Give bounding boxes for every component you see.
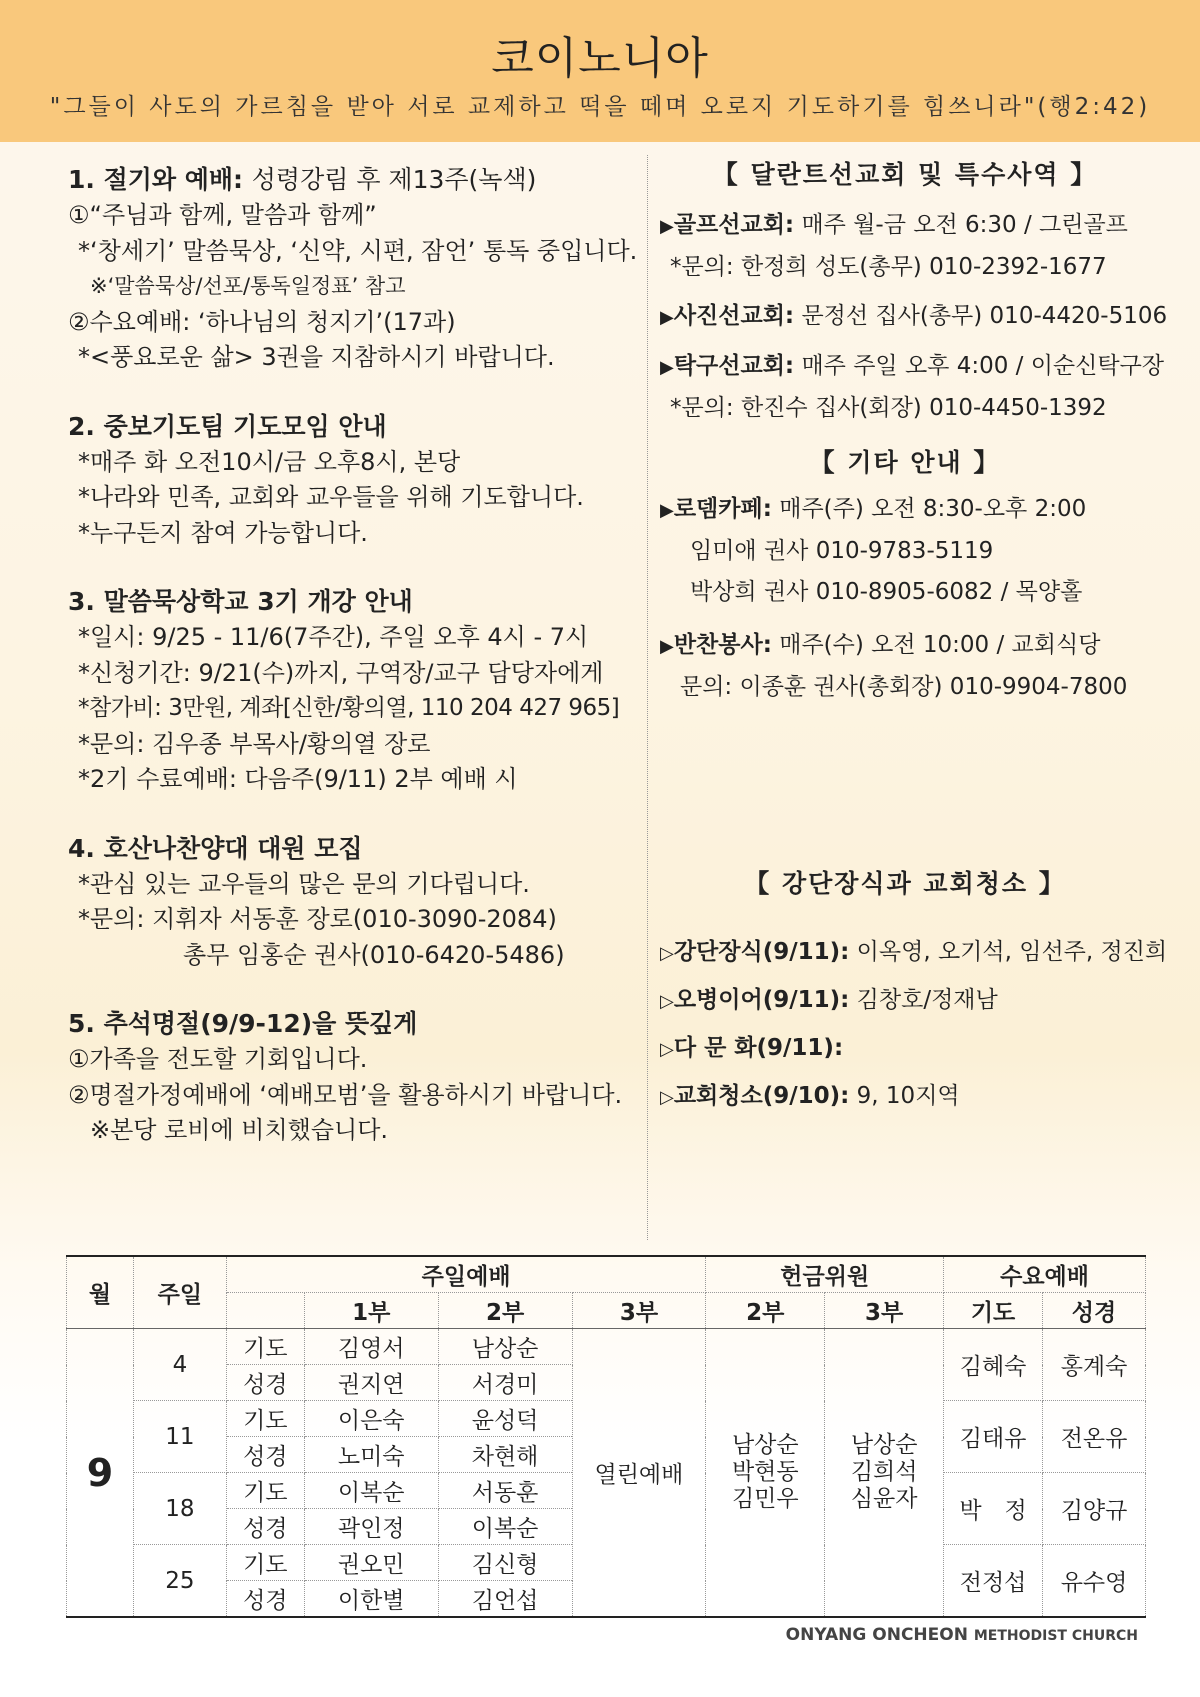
altar-decoration xyxy=(660,932,1168,974)
name-cell: 김영서 xyxy=(304,1329,438,1365)
role-cell: 성경 xyxy=(226,1581,304,1618)
name-cell: 김언섭 xyxy=(438,1581,572,1618)
name-cell: 이은숙 xyxy=(304,1401,438,1437)
church-name: ONYANG ONCHEON xyxy=(785,1625,968,1645)
section-chuseok xyxy=(68,1006,648,1149)
five-loaves-duty xyxy=(660,980,1150,1022)
cafe-contact: 임미애 권사 010-9783-5119 xyxy=(690,538,994,564)
triangle-right-icon: ▷ xyxy=(660,943,674,964)
name-cell: 권지연 xyxy=(304,1365,438,1401)
wed-bible-cell: 김양규 xyxy=(1043,1473,1146,1545)
arrow-right-icon: ▶ xyxy=(660,357,674,378)
header-wednesday: 수요예배 xyxy=(944,1256,1146,1293)
announcement-line: *나라와 민족, 교회와 교우들을 위해 기도합니다. xyxy=(78,483,584,511)
role-cell: 성경 xyxy=(226,1509,304,1545)
name-cell: 윤성덕 xyxy=(438,1401,572,1437)
date-cell: 18 xyxy=(133,1473,226,1545)
triangle-right-icon: ▷ xyxy=(660,1039,674,1060)
role-cell: 기도 xyxy=(226,1329,304,1365)
page-title: 코이노니아 xyxy=(491,33,709,84)
header-part1: 1부 xyxy=(304,1293,438,1329)
arrow-right-icon: ▶ xyxy=(660,307,674,328)
header-banner xyxy=(0,0,1200,142)
duty-text: 김창호/정재남 xyxy=(856,987,998,1013)
header-sunday-service: 주일예배 xyxy=(226,1256,706,1293)
triangle-right-icon: ▷ xyxy=(660,991,674,1012)
header-offering-part2: 2부 xyxy=(706,1293,825,1329)
section-prayer-team xyxy=(68,409,648,552)
announcement-line: ①가족을 전도할 기회입니다. xyxy=(68,1045,368,1073)
golf-mission xyxy=(660,205,1150,247)
side-dish-contact: 문의: 이종훈 권사(총회장) 010-9904-7800 xyxy=(680,674,1128,700)
announcement-line: *일시: 9/25 - 11/6(7주간), 주일 오후 4시 - 7시 xyxy=(78,623,589,651)
missions-heading: 【 달란트선교회 및 특수사역 】 xyxy=(712,160,1098,189)
duty-label: 강단장식(9/11): xyxy=(673,939,850,965)
etc-heading: 【 기타 안내 】 xyxy=(809,448,1001,477)
side-dish-info xyxy=(660,625,1150,667)
mission-text: 매주 주일 오후 4:00 / 이순신탁구장 xyxy=(801,353,1165,379)
arrow-right-icon: ▶ xyxy=(660,636,674,657)
role-cell: 성경 xyxy=(226,1365,304,1401)
table-row xyxy=(67,1329,1146,1365)
triangle-right-icon: ▷ xyxy=(660,1087,674,1108)
arrow-right-icon: ▶ xyxy=(660,500,674,521)
announcement-line: ①“주님과 함께, 말씀과 함께” xyxy=(68,201,377,229)
wed-bible-cell: 홍계숙 xyxy=(1043,1329,1146,1401)
mission-text: 매주 월-금 오전 6:30 / 그린골프 xyxy=(801,212,1128,238)
mission-label: 골프선교회: xyxy=(673,212,795,238)
offering-part2-cell xyxy=(706,1329,825,1618)
name-text: 남상순 xyxy=(850,1432,918,1458)
church-name-suffix: METHODIST CHURCH xyxy=(973,1628,1138,1644)
header-part2: 2부 xyxy=(438,1293,572,1329)
name-cell: 이복순 xyxy=(304,1473,438,1509)
duty-text: 이옥영, 오기석, 임선주, 정진희 xyxy=(856,939,1168,965)
announcement-line: *신청기간: 9/21(수)까지, 구역장/교구 담당자에게 xyxy=(78,658,604,687)
duty-label: 다 문 화(9/11): xyxy=(673,1035,844,1061)
role-cell: 기도 xyxy=(226,1473,304,1509)
announcement-line: *2기 수료예배: 다음주(9/11) 2부 예배 시 xyxy=(78,765,518,793)
church-logo-text xyxy=(786,1625,1138,1645)
section-title: 4. 호산나찬양대 대원 모집 xyxy=(68,833,363,863)
name-text: 김민우 xyxy=(731,1486,799,1512)
announcement-line: ②수요예배: ‘하나님의 청지기’(17과) xyxy=(68,307,456,336)
announcement-line: *매주 화 오전10시/금 오후8시, 본당 xyxy=(78,447,461,476)
announcement-line: 총무 임홍순 권사(010-6420-5486) xyxy=(183,940,565,969)
name-cell: 서경미 xyxy=(438,1365,572,1401)
name-cell: 권오민 xyxy=(304,1545,438,1581)
cafe-info xyxy=(660,489,1150,531)
name-text: 남상순 xyxy=(731,1432,799,1458)
service-schedule-table xyxy=(66,1255,1146,1618)
info-label: 로뎀카페: xyxy=(673,496,772,522)
announcement-line: *<풍요로운 삶> 3권을 지참하시기 바랍니다. xyxy=(78,343,555,371)
open-service-cell: 열린예배 xyxy=(572,1329,706,1618)
decoration-heading: 【 강단장식과 교회청소 】 xyxy=(744,869,1066,898)
announcement-line: *‘창세기’ 말씀묵상, ‘신약, 시편, 잠언’ 통독 중입니다. xyxy=(78,236,638,265)
wed-prayer-cell: 김태유 xyxy=(944,1401,1043,1473)
month-cell: 9 xyxy=(67,1329,134,1618)
name-cell: 서동훈 xyxy=(438,1473,572,1509)
announcements-column xyxy=(68,162,648,1182)
column-divider xyxy=(647,155,648,1240)
info-text: 매주(주) 오전 8:30-오후 2:00 xyxy=(779,496,1087,522)
announcement-line: *누구든지 참여 가능합니다. xyxy=(78,518,368,547)
role-cell: 기도 xyxy=(226,1401,304,1437)
section-title: 3. 말씀묵상학교 3기 개강 안내 xyxy=(68,587,413,616)
section-choir xyxy=(68,831,648,974)
section-title xyxy=(68,162,648,198)
offering-part3-cell xyxy=(825,1329,944,1618)
header-sunday: 주일 xyxy=(133,1256,226,1329)
header-role xyxy=(226,1293,304,1329)
role-cell: 기도 xyxy=(226,1545,304,1581)
announcement-note: ※‘말씀묵상/선포/통독일정표’ 참고 xyxy=(90,274,406,298)
header-offering: 헌금위원 xyxy=(706,1256,944,1293)
announcement-line: *문의: 지휘자 서동훈 장로(010-3090-2084) xyxy=(78,905,557,933)
header-offering-part3: 3부 xyxy=(825,1293,944,1329)
section-worship xyxy=(68,162,648,376)
name-cell: 이한별 xyxy=(304,1581,438,1618)
section-title: 5. 추석명절(9/9-12)을 뜻깊게 xyxy=(68,1009,418,1038)
wed-prayer-cell: 박 정 xyxy=(944,1473,1043,1545)
arrow-right-icon: ▶ xyxy=(660,216,674,237)
golf-contact: *문의: 한정희 성도(총무) 010-2392-1677 xyxy=(670,254,1107,280)
wed-prayer-cell: 김혜숙 xyxy=(944,1329,1043,1401)
role-cell: 성경 xyxy=(226,1437,304,1473)
table-tennis-contact: *문의: 한진수 집사(회장) 010-4450-1392 xyxy=(670,395,1107,421)
name-cell: 이복순 xyxy=(438,1509,572,1545)
announcement-line: *관심 있는 교우들의 많은 문의 기다립니다. xyxy=(78,869,530,898)
date-cell: 11 xyxy=(133,1401,226,1473)
duty-label: 교회청소(9/10): xyxy=(673,1083,850,1109)
ministry-column xyxy=(660,155,1168,1118)
section-meditation-school xyxy=(68,584,648,798)
section-title-label: 1. 절기와 예배: xyxy=(68,165,244,194)
wed-bible-cell: 유수영 xyxy=(1043,1545,1146,1618)
photo-mission xyxy=(660,296,1168,338)
name-cell: 차현해 xyxy=(438,1437,572,1473)
section-title: 2. 중보기도팀 기도모임 안내 xyxy=(68,411,387,441)
header-part3: 3부 xyxy=(572,1293,706,1329)
announcement-note: ※본당 로비에 비치했습니다. xyxy=(90,1116,389,1144)
section-title-detail: 성령강림 후 제13주(녹색) xyxy=(251,165,537,194)
table-tennis-mission xyxy=(660,346,1165,388)
info-label: 반찬봉사: xyxy=(673,632,772,658)
table-subheader-row xyxy=(67,1293,1146,1329)
header-bible: 성경 xyxy=(1043,1293,1146,1329)
cleaning-duty xyxy=(660,1076,1150,1118)
mission-label: 사진선교회: xyxy=(673,303,795,329)
name-text: 심윤자 xyxy=(850,1486,918,1512)
name-text: 박현동 xyxy=(731,1459,799,1485)
duty-label: 오병이어(9/11): xyxy=(673,987,850,1013)
table-header-row xyxy=(67,1256,1146,1293)
name-text: 김희석 xyxy=(850,1459,918,1485)
bible-verse: "그들이 사도의 가르침을 받아 서로 교제하고 떡을 떼며 오로지 기도하기를 힘쓰니라"(행2:42) xyxy=(49,94,1151,120)
mission-text: 문정선 집사(총무) 010-4420-5106 xyxy=(801,303,1168,329)
name-cell: 노미숙 xyxy=(304,1437,438,1473)
cafe-contact: 박상희 권사 010-8905-6082 / 목양홀 xyxy=(690,579,1083,605)
date-cell: 4 xyxy=(133,1329,226,1401)
header-month: 월 xyxy=(67,1256,134,1329)
name-cell: 곽인정 xyxy=(304,1509,438,1545)
duty-text: 9, 10지역 xyxy=(856,1083,960,1109)
announcement-line: ②명절가정예배에 ‘예배모범’을 활용하시기 바랍니다. xyxy=(68,1080,623,1109)
info-text: 매주(수) 오전 10:00 / 교회식당 xyxy=(779,632,1101,658)
tea-duty xyxy=(660,1028,1150,1070)
header-prayer: 기도 xyxy=(944,1293,1043,1329)
name-cell: 김신형 xyxy=(438,1545,572,1581)
wed-prayer-cell: 전정섭 xyxy=(944,1545,1043,1618)
announcement-line: *문의: 김우종 부목사/황의열 장로 xyxy=(78,729,431,758)
mission-label: 탁구선교회: xyxy=(673,353,795,379)
wed-bible-cell: 전온유 xyxy=(1043,1401,1146,1473)
name-cell: 남상순 xyxy=(438,1329,572,1365)
announcement-line: *참가비: 3만원, 계좌[신한/황의열, 110 204 427 965] xyxy=(78,695,620,721)
date-cell: 25 xyxy=(133,1545,226,1618)
